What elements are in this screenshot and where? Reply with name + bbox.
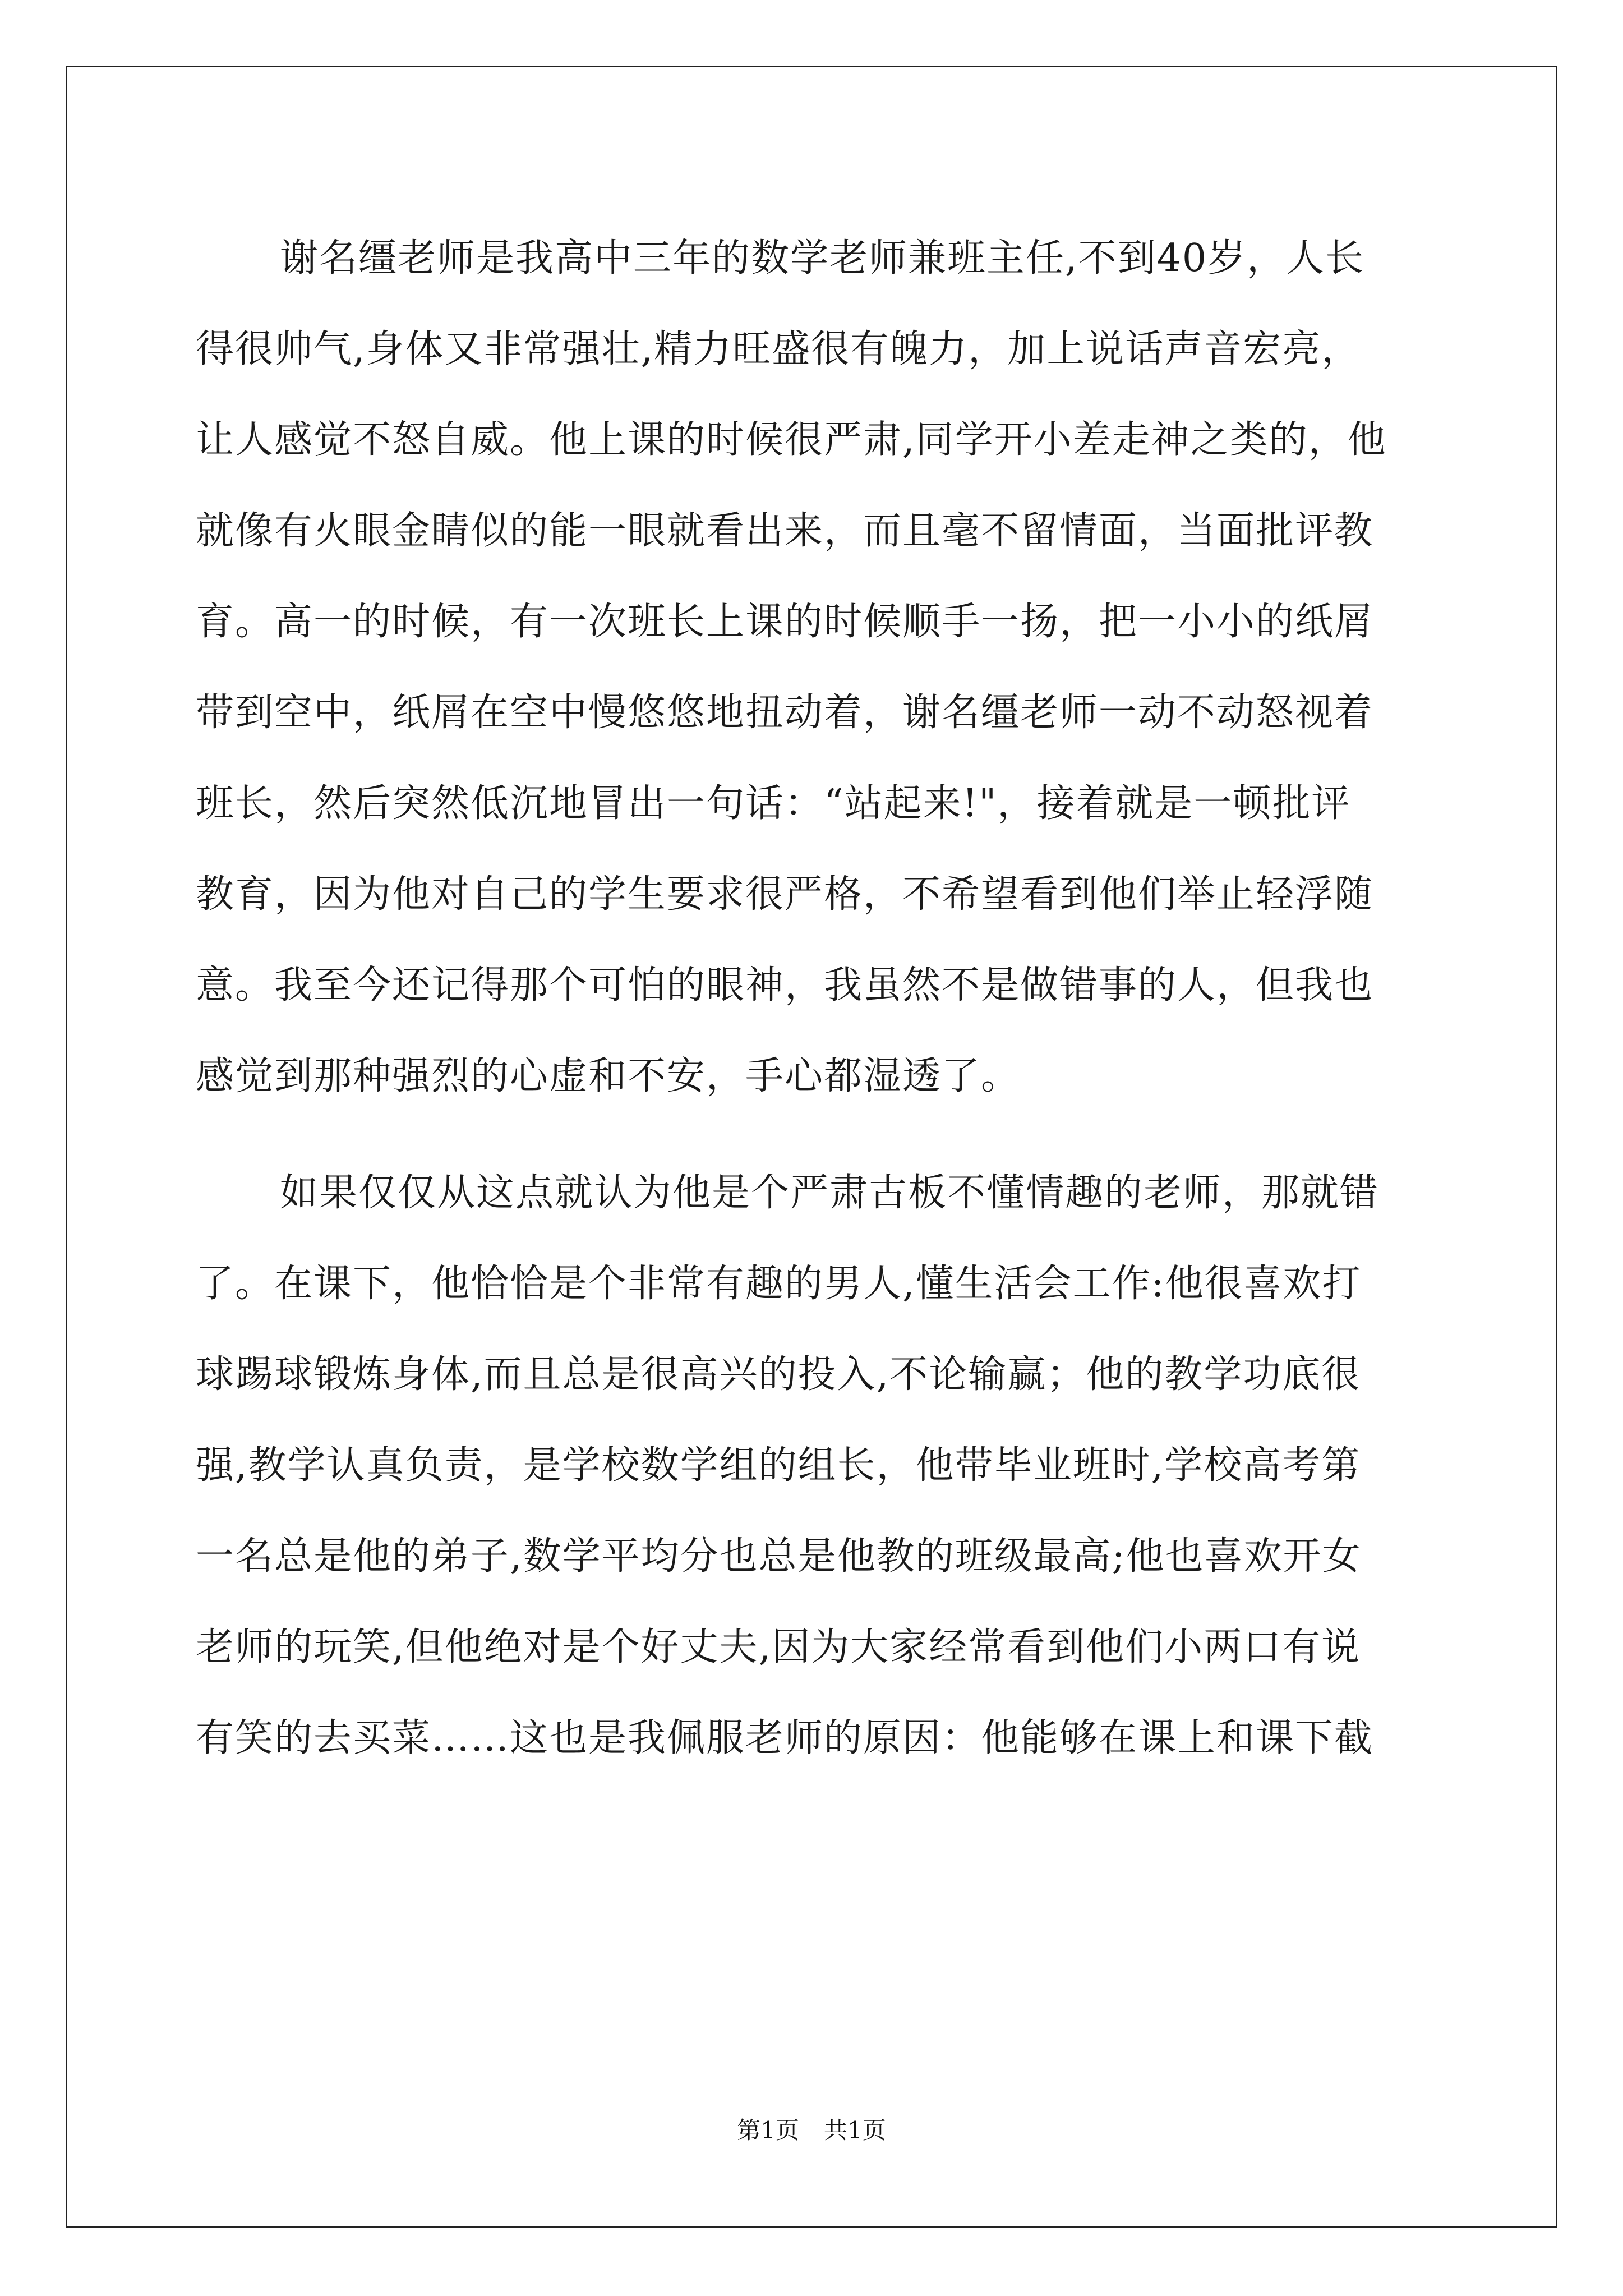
text-line: 意。我至今还记得那个可怕的眼神，我虽然不是做错事的人，但我也	[196, 963, 1374, 1007]
document-body	[196, 213, 1430, 1784]
text-line: 就像有火眼金睛似的能一眼就看出来，而且毫不留情面，当面批评教	[196, 509, 1374, 553]
text-line: 育。高一的时候，有一次班长上课的时候顺手一扬，把一小小的纸屑	[196, 600, 1374, 644]
text-line: 教育，因为他对自己的学生要求很严格，不希望看到他们举止轻浮随	[196, 872, 1374, 917]
text-line: 了。在课下，他恰恰是个非常有趣的男人,懂生活会工作:他很喜欢打	[196, 1262, 1362, 1306]
page-total: 共1页	[824, 2116, 886, 2144]
page-footer	[0, 2115, 1623, 2146]
text-line: 老师的玩笑,但他绝对是个好丈夫,因为大家经常看到他们小两口有说	[196, 1625, 1361, 1669]
text-line: 让人感觉不怒自威。他上课的时候很严肃,同学开小差走神之类的，他	[196, 418, 1387, 462]
text-line: 带到空中，纸屑在空中慢悠悠地扭动着，谢名缰老师一动不动怒视着	[196, 691, 1374, 735]
text-line: 球踢球锻炼身体,而且总是很高兴的投入,不论输赢；他的教学功底很	[196, 1352, 1361, 1397]
paragraph-2	[196, 1148, 1430, 1784]
page-number: 第1页	[737, 2116, 799, 2144]
text-line: 有笑的去买菜……这也是我佩服老师的原因：他能够在课上和课下截	[196, 1716, 1374, 1760]
paragraph-spacer	[196, 1122, 1430, 1148]
text-line: 强,教学认真负责，是学校数学组的组长，他带毕业班时,学校高考第	[196, 1443, 1361, 1488]
text-line: 感觉到那种强烈的心虚和不安，手心都湿透了。	[196, 1054, 1021, 1098]
paragraph-1	[196, 213, 1430, 1122]
text-line: 一名总是他的弟子,数学平均分也总是他教的班级最高;他也喜欢开女	[196, 1534, 1362, 1579]
text-line: 得很帅气,身体又非常强壮,精力旺盛很有魄力，加上说话声音宏亮，	[196, 327, 1361, 371]
text-line: 谢名缰老师是我高中三年的数学老师兼班主任,不到40岁，人长	[280, 236, 1365, 280]
text-line: 如果仅仅从这点就认为他是个严肃古板不懂情趣的老师，那就错	[280, 1171, 1380, 1215]
text-line: 班长，然后突然低沉地冒出一句话：“站起来!"，接着就是一顿批评	[196, 781, 1351, 826]
